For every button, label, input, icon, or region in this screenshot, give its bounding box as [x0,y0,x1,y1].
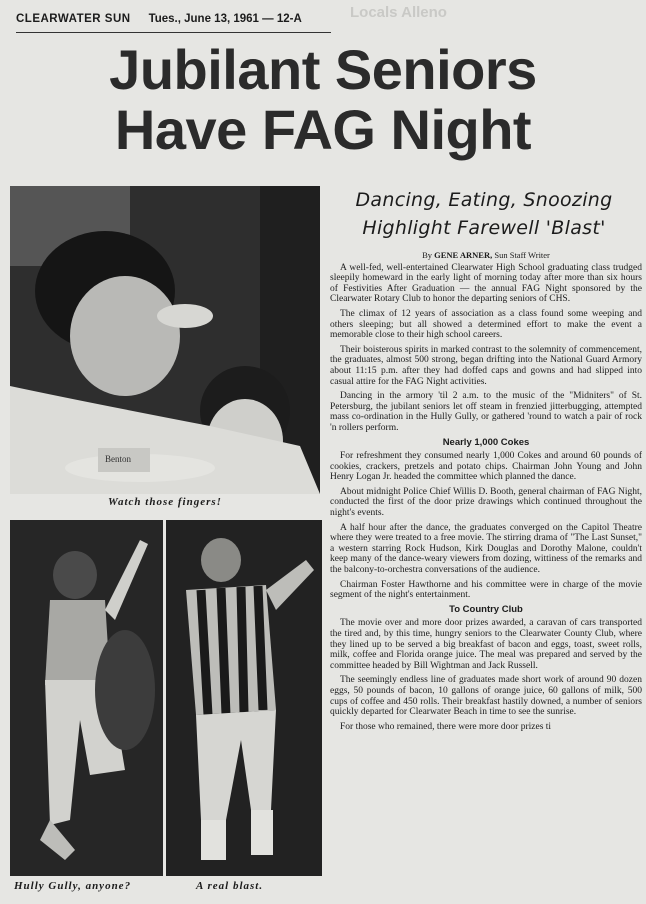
paragraph: Dancing in the armory 'til 2 a.m. to the music of the "Midniters" of St. Petersburg, the jubilant seniors let off steam in frenzied jitterbugging, attempted mass co-ordination in the Hully Gully, or gathered 'round to watch a pair of rock 'n rollers perform. [330,391,642,433]
paragraph: About midnight Police Chief Willis D. Booth, general chairman of FAG Night, conducted the first of the door prize drawings which continued throughout the night's events. [330,486,642,519]
masthead [16,6,331,33]
paper-name: CLEARWATER SUN [16,13,131,25]
byline-author: GENE ARNER, [434,250,493,260]
subheadline [328,186,640,242]
photo-cake-feeding [10,186,320,494]
caption-bottom-left: Hully Gully, anyone? [14,880,132,892]
article-body [330,250,642,902]
subhead-country-club: To Country Club [449,603,523,615]
byline-title: Sun Staff Writer [494,250,550,260]
paragraph: The seemingly endless line of graduates made short work of around 90 dozen eggs, 50 pounds of bacon, 10 gallons of orange juice, 60 gallons of milk, 500 cups of coffee and 450 rolls. Their breakfast hastily downed, a number of seniors quickly departed for Clearwater Beach in time to see the sunrise. [330,675,642,718]
adjacent-headline: Locals Alleno [350,4,447,21]
byline [330,250,642,261]
plate-label: Benton [105,454,131,464]
paragraph: A half hour after the dance, the graduates converged on the Capitol Theatre where they were treated to a free movie. The stirring drama of "The Last Sunset," a western starring Rock Hudson, Kirk Douglas and Dorothy Malone, couldn't keep many of the dance-weary viewers from dozing, wittiness of the remarks and the balcony-to-orchestra conversations of the audience. [330,522,642,576]
paragraph: The climax of 12 years of association as a class found some weeping and others sleeping; but all showed a determined effort to make the event a memorable close to their high school careers. [330,308,642,341]
caption-bottom-right: A real blast. [196,880,264,892]
paragraph: A well-fed, well-entertained Clearwater High School graduating class trudged sleepily homeward in the early light of morning today after more than six hours of Festivities After Graduation — the annual FAG Night sponsored by the Clearwater Rotary Club to honor the departing seniors of CHS. [330,262,642,305]
byline-prefix: By [422,250,433,260]
paragraph: The movie over and more door prizes awarded, a caravan of cars transported the tired and, by this time, hungry seniors to the Clearwater County Club, where they lined up to be served a big breakfast of bacon and eggs, toast, sweet rolls, milk, coffee and Florida orange juice. The meal was prepared and served by the committee headed by Bill Wightman and Jack Russell. [330,618,642,671]
main-headline [0,40,646,160]
paragraph: Their boisterous spirits in marked contrast to the solemnity of commencement, the graduates, almost 500 strong, began drifting into the National Guard Armory about 11:15 p.m. after they had doffed caps and gowns and had slipped into casual attire for the FAG Night activities. [330,344,642,387]
paragraph: Chairman Foster Hawthorne and his committee were in charge of the movie segment of the night's entertainment. [330,579,642,601]
headline-line-1: Jubilant Seniors [109,38,537,101]
dateline: Tues., June 13, 1961 — 12-A [148,13,302,25]
photo-real-blast [166,520,322,876]
headline-line-2: Have FAG Night [114,98,532,161]
caption-top-photo: Watch those fingers! [108,496,222,508]
paragraph: For refreshment they consumed nearly 1,000 Cokes and around 60 pounds of cookies, crackers, pretzels and potato chips. Chairman John Young and John Henry Logan Jr. headed the committee which planned the dance. [330,451,642,483]
paragraph: For those who remained, there were more door prizes ti [340,721,552,732]
subhead-cokes: Nearly 1,000 Cokes [442,436,530,448]
subheadline-line-2: Highlight Farewell 'Blast' [362,217,606,239]
subheadline-line-1: Dancing, Eating, Snoozing [355,189,613,211]
photo-hully-gully [10,520,163,876]
